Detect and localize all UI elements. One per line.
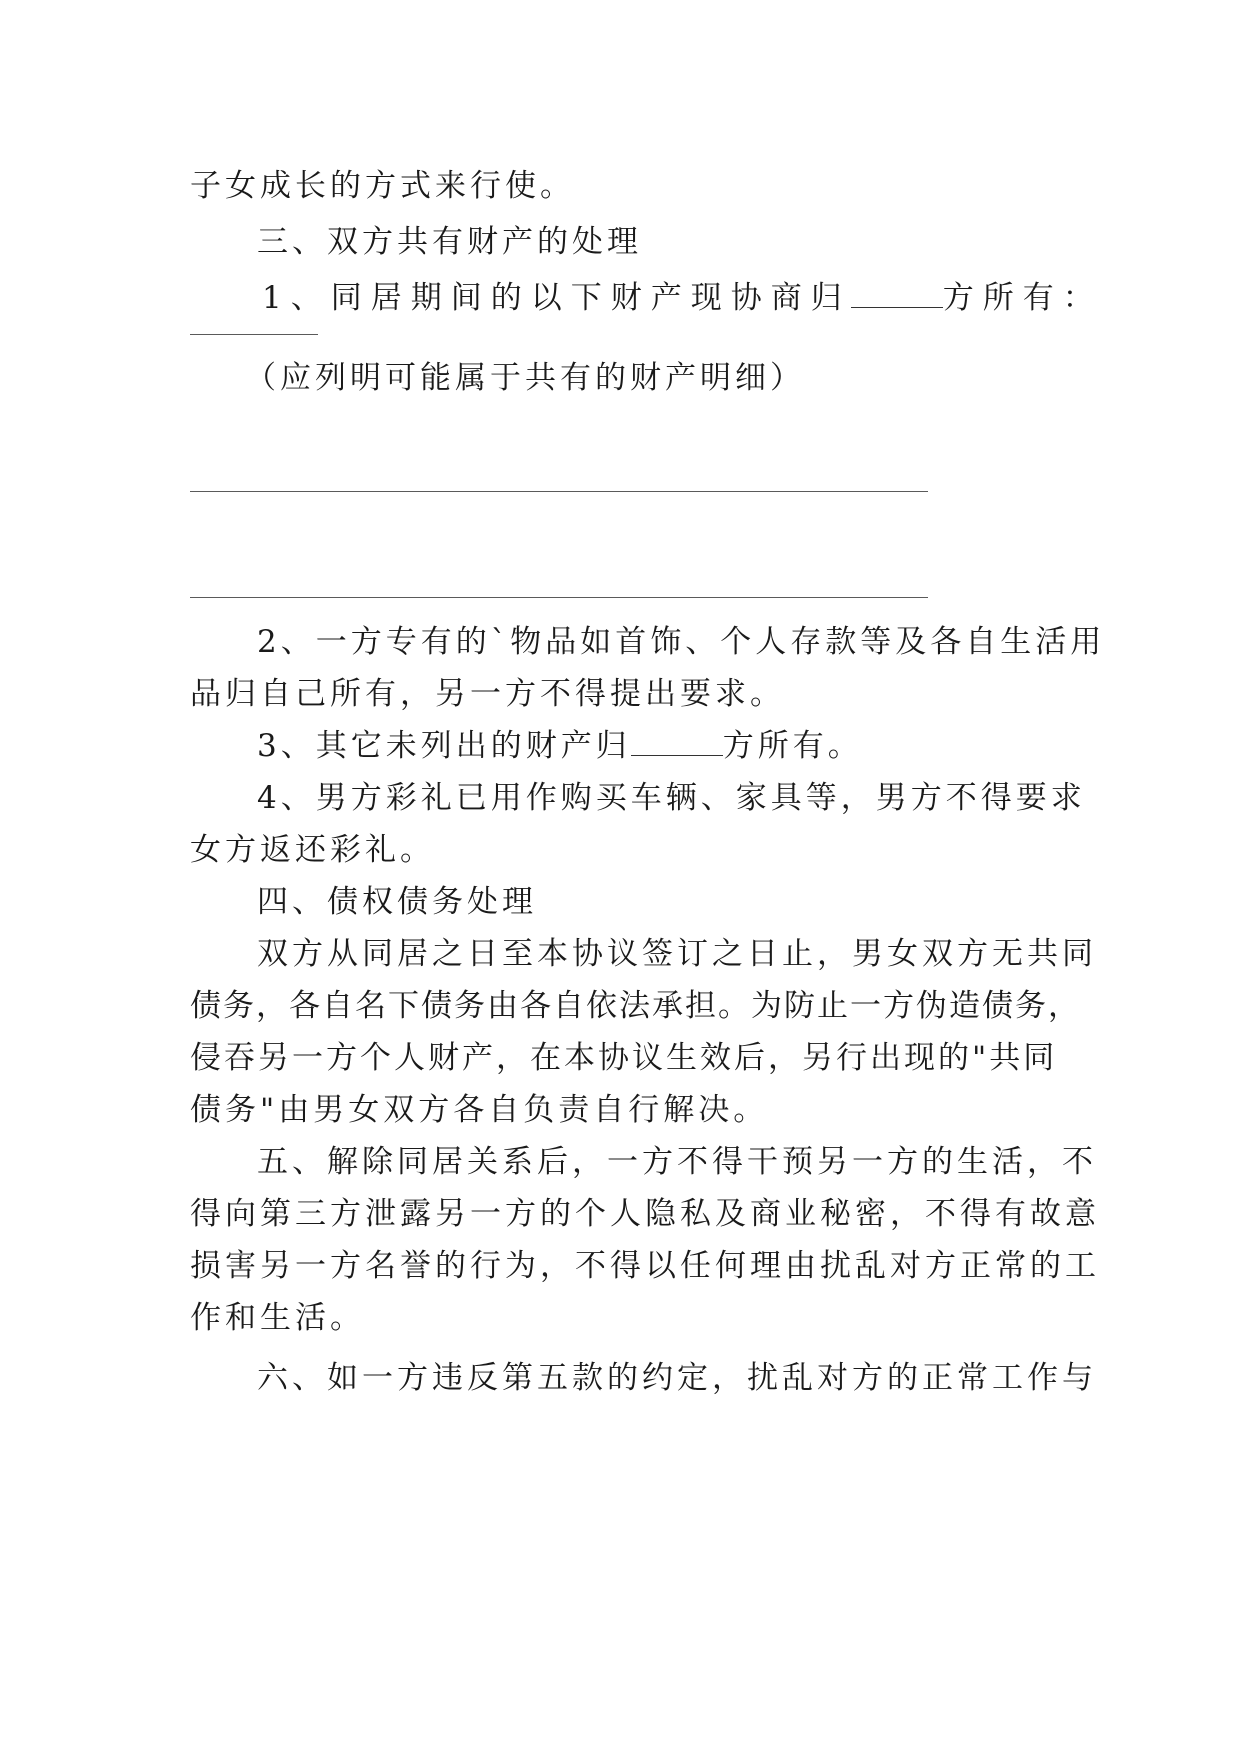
fill-blank-line[interactable] — [190, 491, 928, 492]
paragraph-line: 子女成长的方式来行使。 — [190, 168, 575, 204]
clause-3-3-suffix: 方所有。 — [722, 728, 863, 764]
paragraph-line: 五、解除同居关系后，一方不得干预另一方的生活，不 — [257, 1144, 1097, 1180]
paragraph-line: 2、一方专有的`物品如首饰、个人存款等及各自生活用 — [257, 624, 1106, 660]
paragraph-line: 作和生活。 — [190, 1300, 365, 1336]
paragraph-line: 4、男方彩礼已用作购买车辆、家具等，男方不得要求 — [257, 780, 1086, 816]
clause-3-3-text: 3、其它未列出的财产归 — [257, 728, 631, 764]
fill-blank[interactable] — [631, 727, 723, 756]
paragraph-line: 女方返还彩礼。 — [190, 832, 435, 868]
section-heading-4: 四、债权债务处理 — [257, 884, 537, 920]
paragraph-line: 侵吞另一方个人财产，在本协议生效后，另行出现的"共同 — [190, 1040, 1058, 1076]
paragraph-line: 品归自己所有，另一方不得提出要求。 — [190, 676, 785, 712]
fill-blank[interactable] — [851, 279, 943, 308]
clause-3-1-text: 1、同居期间的以下财产现协商归 — [262, 280, 851, 316]
paragraph-line: 六、如一方违反第五款的约定，扰乱对方的正常工作与 — [257, 1360, 1097, 1396]
note-line: （应列明可能属于共有的财产明细） — [245, 360, 805, 396]
paragraph-line: 双方从同居之日至本协议签订之日止，男女双方无共同 — [257, 936, 1097, 972]
clause-3-1-line — [262, 278, 1103, 318]
clause-3-1-suffix: 方所有： — [942, 280, 1103, 316]
fill-blank-line[interactable] — [190, 597, 928, 598]
paragraph-line: 损害另一方名誉的行为，不得以任何理由扰乱对方正常的工 — [190, 1248, 1100, 1284]
paragraph-line: 得向第三方泄露另一方的个人隐私及商业秘密，不得有故意 — [190, 1196, 1100, 1232]
paragraph-line: 债务，各自名下债务由各自依法承担。为防止一方伪造债务， — [190, 988, 1081, 1024]
fill-blank-line[interactable] — [190, 334, 318, 335]
paragraph-line: 债务"由男女双方各自负责自行解决。 — [190, 1092, 769, 1128]
section-heading-3: 三、双方共有财产的处理 — [257, 224, 642, 260]
clause-3-3-line — [257, 726, 863, 766]
